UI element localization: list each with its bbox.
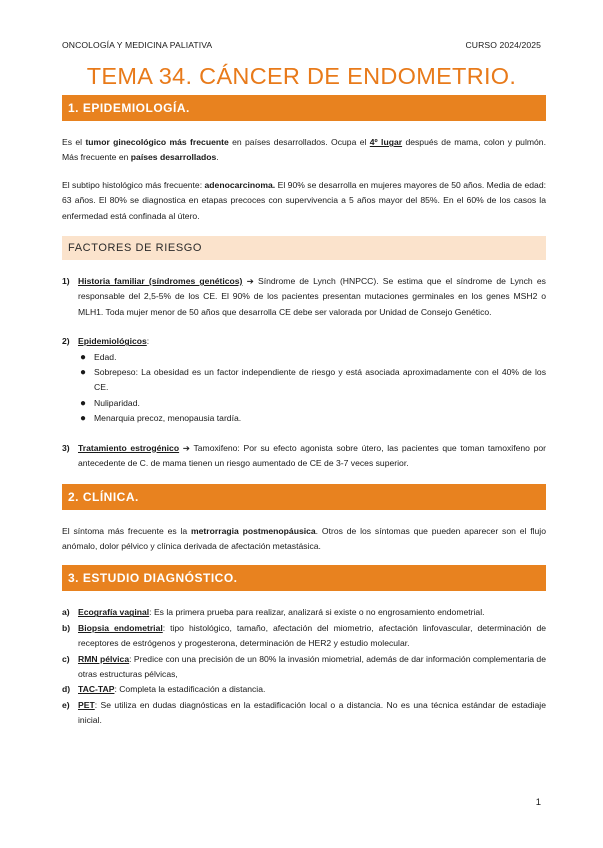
page-number: 1 (535, 797, 541, 808)
text-run: después de mama, colon y pulmón. Más frecuente en (62, 137, 546, 163)
subsection-heading-factores-riesgo: FACTORES DE RIESGO (62, 236, 546, 260)
list-item (80, 396, 546, 411)
text-run: . Otros de los síntomas que pueden aparecer son el flujo anómalo, dolor pélvico y clínica derivada de afectación metastásica. (62, 525, 546, 551)
section-heading-diagnostico: 3. ESTUDIO DIAGNÓSTICO. (62, 565, 546, 591)
text-run: : (146, 336, 150, 347)
diagnostic-item-pet (62, 698, 546, 729)
diagnostic-item-biopsia (62, 621, 546, 652)
bullet-text: Edad. (94, 351, 117, 362)
bullet-icon: ● (80, 367, 87, 379)
diagnostic-text: : Predice con una precisión de un 80% la invasión miometrial, además de dar información complementaria de otras estructuras pélvicas, (78, 653, 546, 679)
diagnostic-item-tac (62, 682, 546, 697)
section-heading-epidemiologia: 1. EPIDEMIOLOGÍA. (62, 95, 546, 121)
risk-factor-title: Epidemiológicos (78, 336, 147, 347)
diagnostic-text: : Se utiliza en dudas diagnósticas en la estadificación local o a distancia. No es una técnica estándar de estadiaje inicial. (78, 699, 546, 726)
bold-run: adenocarcinoma. (204, 179, 276, 190)
bold-run: tumor ginecológico más frecuente (85, 137, 229, 147)
list-letter: a) (62, 607, 70, 618)
diagnostic-text: : Completa la estadificación a distancia. (114, 684, 266, 695)
text-run: El subtipo histológico más frecuente: (62, 179, 205, 190)
text-run: Es el (62, 137, 86, 147)
list-number: 3) (62, 442, 70, 453)
header-course-name: ONCOLOGÍA Y MEDICINA PALIATIVA (62, 40, 213, 50)
diagnostic-text: : tipo histológico, tamaño, afectación del miometrio, afectación linfovascular, determinación de receptores de estrógenos y progesterona, determinación de HER2 y estudio molecular. (78, 622, 546, 649)
epidemiologia-paragraph-2 (62, 178, 546, 224)
bullet-text: Sobrepeso: La obesidad es un factor independiente de riesgo y está asociada aproximadamente con el 40% de los CE. (94, 367, 546, 393)
risk-factor-3 (62, 441, 546, 472)
list-item (80, 365, 546, 396)
risk-factor-2 (62, 334, 546, 349)
text-run: en países desarrollados. Ocupa el (228, 137, 370, 147)
arrow-icon: ➔ (179, 442, 194, 453)
clinica-paragraph (62, 524, 546, 555)
list-number: 1) (62, 276, 70, 287)
list-letter: e) (62, 699, 70, 710)
list-letter: d) (62, 684, 71, 695)
risk-factor-2-bullets (62, 350, 546, 427)
bullet-text: Menarquia precoz, menopausia tardía. (94, 413, 242, 424)
list-item (80, 411, 546, 426)
bold-run: países desarrollados (130, 152, 217, 163)
risk-factor-text: Tamoxifeno: Por su efecto agonista sobre útero, las pacientes que toman tamoxifeno por antecedente de C. de mama tienen un riesgo aumentado de CE de 3-7 veces superior. (78, 442, 547, 469)
header-course-year: CURSO 2024/2025 (465, 40, 541, 50)
diagnostic-title: Biopsia endometrial (78, 622, 163, 633)
text-run: El 90% se desarrolla en mujeres mayores de 50 años. Media de edad: 63 años. El 80% se diagnostica en etapas precoces con supervivencia a 5 años mayor del 85%. En el 60% de los casos la enfermedad está confinada al útero. (62, 179, 546, 221)
risk-factor-title: Tratamiento estrogénico (78, 442, 180, 453)
running-header (62, 40, 541, 50)
diagnostic-text: : Es la primera prueba para realizar, analizará si existe o no engrosamiento endometrial. (149, 607, 485, 618)
diagnostic-item-ecografia (62, 605, 546, 620)
bullet-icon: ● (80, 351, 87, 363)
list-item (80, 350, 546, 365)
risk-factor-1 (62, 274, 546, 320)
list-number: 2) (62, 336, 70, 347)
diagnostic-title: PET (78, 699, 95, 710)
bullet-text: Nuliparidad. (94, 397, 140, 408)
document-body (62, 95, 546, 729)
section-heading-clinica: 2. CLÍNICA. (62, 484, 546, 510)
bold-run: 4º lugar (369, 137, 403, 147)
bullet-icon: ● (80, 413, 87, 425)
arrow-icon: ➔ (242, 276, 258, 287)
diagnostic-title: Ecografía vaginal (78, 607, 150, 618)
page-title: TEMA 34. CÁNCER DE ENDOMETRIO. (86, 63, 517, 89)
diagnostic-list (62, 605, 546, 728)
diagnostic-title: RMN pélvica (78, 653, 130, 664)
list-letter: b) (62, 622, 71, 633)
list-letter: c) (62, 653, 70, 664)
risk-factor-title: Historia familiar (síndromes genéticos) (78, 276, 243, 287)
epidemiologia-paragraph-1 (62, 135, 546, 166)
text-run: El síntoma más frecuente es la (62, 525, 192, 536)
diagnostic-item-rmn (62, 652, 546, 683)
text-run: . (216, 152, 219, 163)
bullet-icon: ● (80, 397, 87, 409)
diagnostic-title: TAC-TAP (78, 684, 115, 695)
risk-factor-text: Síndrome de Lynch (HNPCC). Se estima que el síndrome de Lynch es responsable del 2,5-5% de los CE. El 90% de los pacientes presentan mutaciones germinales en los genes MSH2 o MLH1. Toda mujer menor de 50 años que desarrolla CE debe ser valorada por Unidad de Consejo Genético. (78, 276, 546, 317)
bold-run: metrorragia postmenopáusica (191, 525, 316, 536)
